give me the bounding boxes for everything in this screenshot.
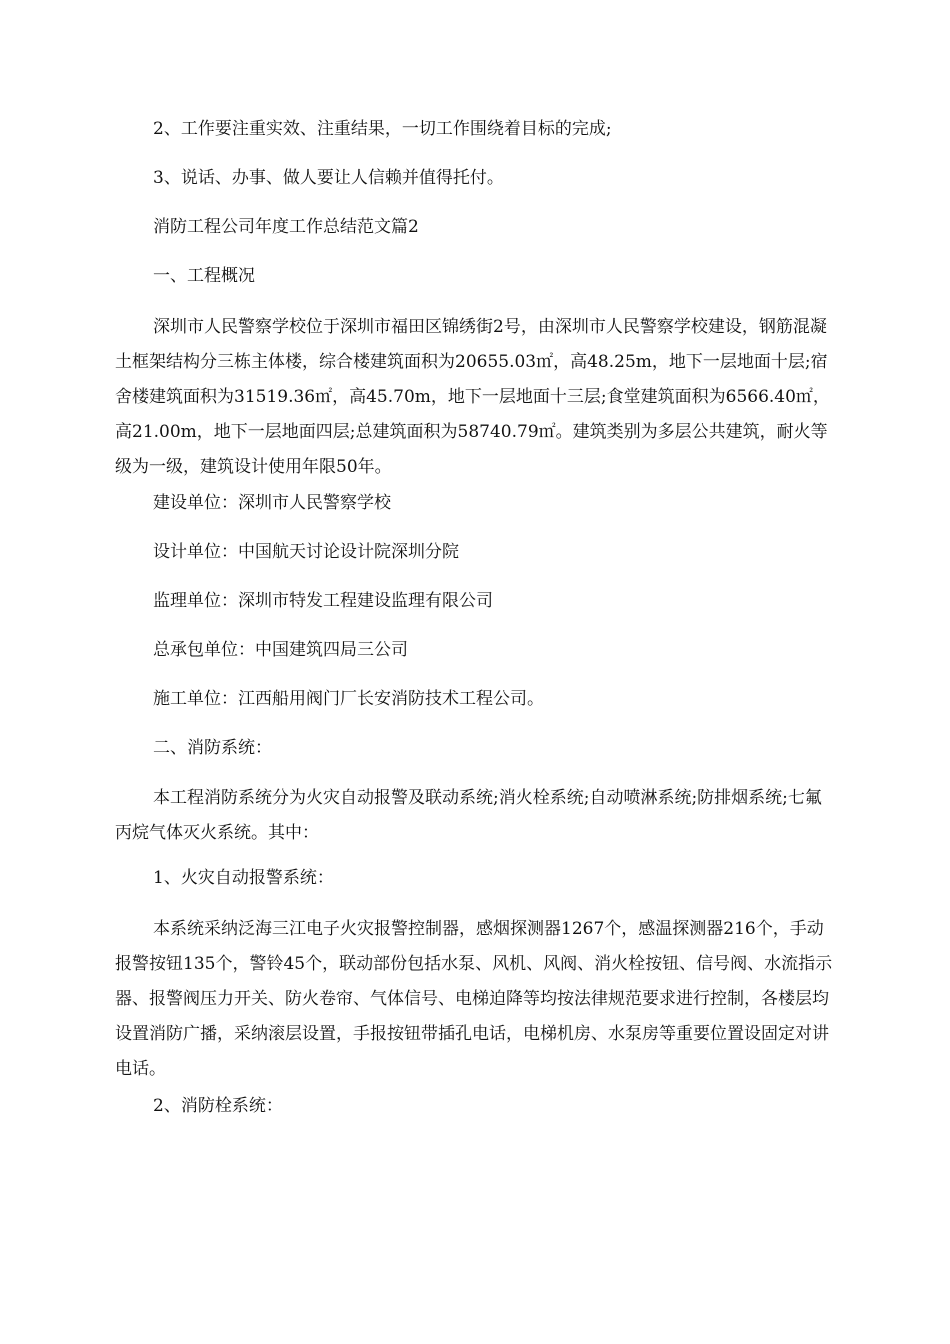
alarm-paragraph [115,912,835,1087]
subheading-alarm: 1、火灾自动报警系统： [153,868,334,888]
systems-paragraph [115,781,835,851]
systems-text: 本工程消防系统分为火灾自动报警及联动系统;消火栓系统;自动喷淋系统;防排烟系统;七氟丙烷气体灭火系统。其中： [115,788,822,843]
subheading-hydrant: 2、消防栓系统： [153,1096,283,1116]
owner-unit: 建设单位：深圳市人民警察学校 [153,493,391,513]
list-item-3: 3、说话、办事、做人要让人信赖并值得托付。 [153,168,504,188]
heading-fire-systems: 二、消防系统： [153,738,272,758]
alarm-text: 本系统采纳泛海三江电子火灾报警控制器，感烟探测器1267个，感温探测器216个，手动报警按钮135个，警铃45个，联动部份包括水泵、风机、风阀、消火栓按钮、信号阀、水流指示器、报警阀压力开关、防火卷帘、气体信号、电梯迫降等均按法律规范要求进行控制，各楼层均设置消防广播，采纳滚层设置，手报按钮带插孔电话，电梯机房、水泵房等重要位置设固定对讲电话。 [115,919,833,1079]
heading-overview: 一、工程概况 [153,266,255,286]
section-title: 消防工程公司年度工作总结范文篇2 [153,217,419,237]
general-contractor: 总承包单位：中国建筑四局三公司 [153,640,408,660]
overview-paragraph [115,310,835,490]
construction-unit: 施工单位：江西船用阀门厂长安消防技术工程公司。 [153,689,544,709]
list-item-2: 2、工作要注重实效、注重结果，一切工作围绕着目标的完成; [153,119,612,139]
supervision-unit: 监理单位：深圳市特发工程建设监理有限公司 [153,591,493,611]
overview-text: 深圳市人民警察学校位于深圳市福田区锦绣街2号，由深圳市人民警察学校建设，钢筋混凝土框架结构分三栋主体楼，综合楼建筑面积为20655.03㎡，高48.25m，地下一层地面十层;宿舍楼建筑面积为31519.36㎡，高45.70m，地下一层地面十三层;食堂建筑面积为6566.40㎡，高21.00m，地下一层地面四层;总建筑面积为58740.79㎡。建筑类别为多层公共建筑，耐火等级为一级，建筑设计使用年限50年。 [115,317,830,477]
design-unit: 设计单位：中国航天讨论设计院深圳分院 [153,542,459,562]
